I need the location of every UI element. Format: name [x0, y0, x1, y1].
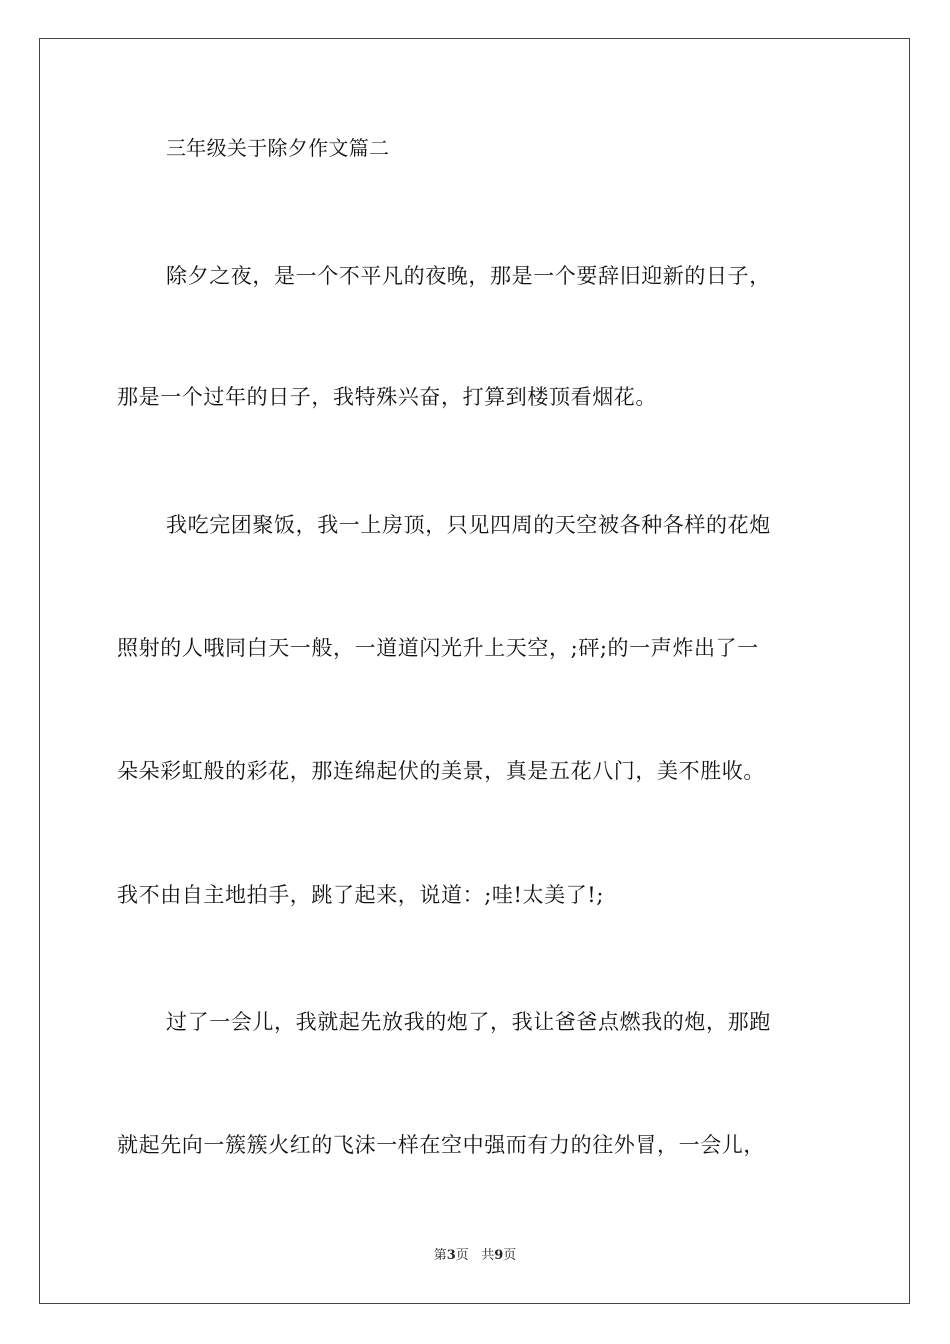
- paragraph-2-line-1: 我吃完团聚饭，我一上房顶，只见四周的天空被各种各样的花炮: [166, 513, 771, 537]
- paragraph-3-line-1: 过了一会儿，我就起先放我的炮了，我让爸爸点燃我的炮，那跑: [166, 1010, 771, 1034]
- page-frame: [39, 38, 910, 1304]
- footer-page-total: 9: [494, 1248, 504, 1263]
- footer-page-prefix: 第: [433, 1248, 447, 1263]
- footer-page-current: 3: [446, 1248, 456, 1263]
- paragraph-2-line-3: 朵朵彩虹般的彩花，那连绵起伏的美景，真是五花八门，美不胜收。: [117, 759, 765, 783]
- paragraph-3-line-2: 就起先向一簇簇火红的飞沫一样在空中强而有力的往外冒，一会儿，: [117, 1133, 765, 1157]
- document-title: 三年级关于除夕作文篇二: [166, 136, 390, 160]
- paragraph-1-line-2: 那是一个过年的日子，我特殊兴奋，打算到楼顶看烟花。: [117, 385, 657, 409]
- paragraph-2-line-2: 照射的人哦同白天一般，一道道闪光升上天空，;砰;的一声炸出了一: [117, 636, 759, 660]
- footer-total-prefix: 共: [481, 1248, 495, 1263]
- footer-total-suffix: 页: [503, 1248, 517, 1263]
- page-footer: [0, 1247, 950, 1265]
- paragraph-1-line-1: 除夕之夜，是一个不平凡的夜晚，那是一个要辞旧迎新的日子，: [166, 264, 771, 288]
- paragraph-2-line-4: 我不由自主地拍手，跳了起来，说道：;哇!太美了!;: [117, 883, 605, 907]
- footer-page-suffix: 页: [455, 1248, 469, 1263]
